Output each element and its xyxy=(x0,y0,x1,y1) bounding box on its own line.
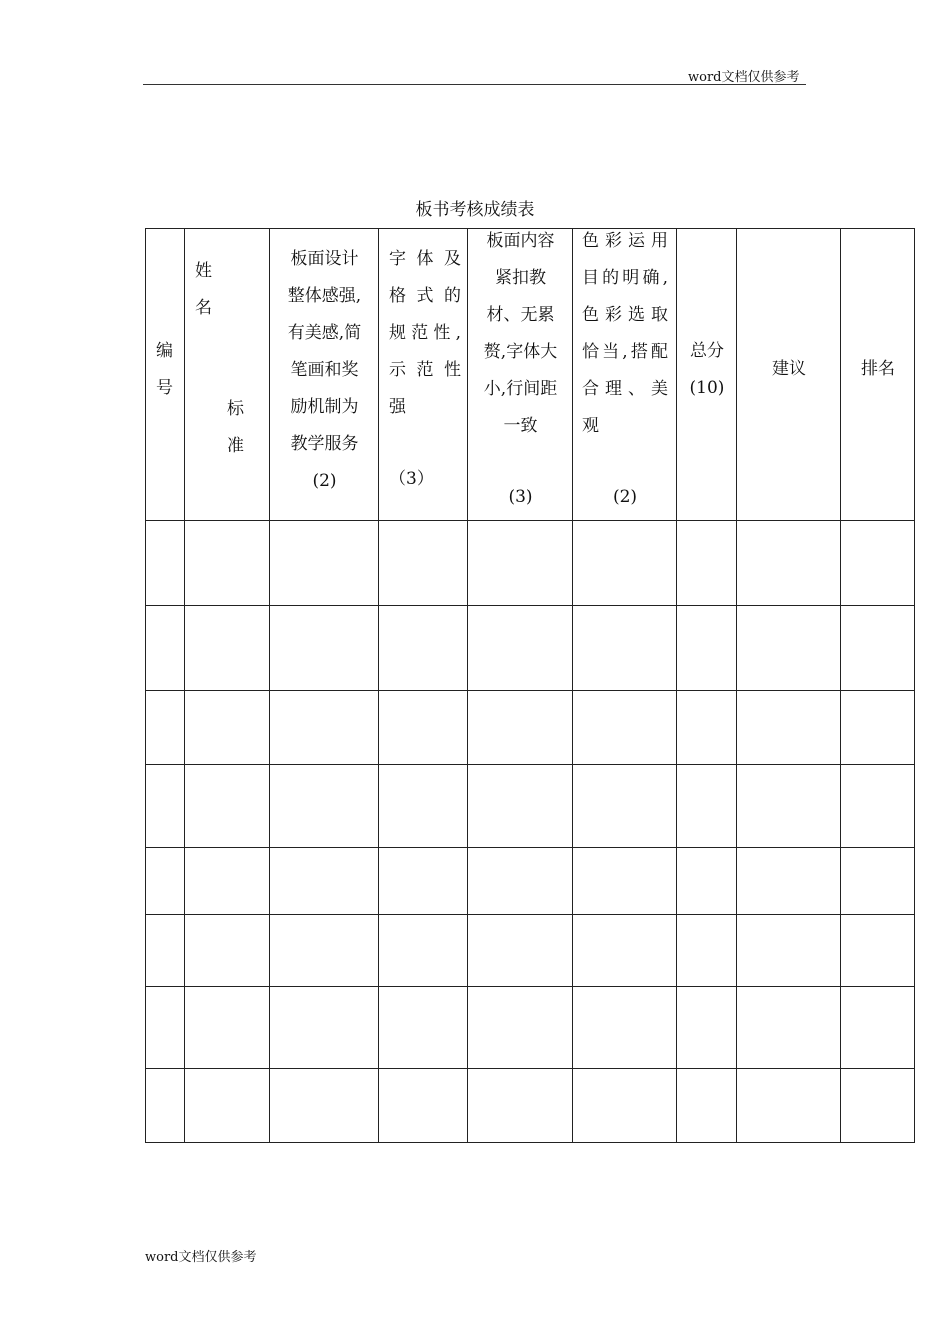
table-cell[interactable] xyxy=(737,915,841,987)
table-cell[interactable] xyxy=(185,521,270,606)
criterion-line: 紧扣教 xyxy=(495,268,546,288)
table-cell[interactable] xyxy=(573,606,677,691)
criterion-line: 板面内容 xyxy=(486,231,555,251)
criterion-line: 一致 xyxy=(503,416,538,436)
table-cell[interactable] xyxy=(468,987,573,1069)
criterion-line: 板面设计 xyxy=(290,249,359,269)
criterion-line: 有美感,简 xyxy=(287,323,362,343)
table-cell[interactable] xyxy=(270,848,379,915)
suggestion-header-label: 建议 xyxy=(772,359,806,379)
table-cell[interactable] xyxy=(185,1069,270,1143)
table-cell[interactable] xyxy=(737,848,841,915)
criterion-line: 格 式 的 xyxy=(389,286,461,306)
criterion-line: 色 彩 选 取 xyxy=(582,305,668,325)
table-row xyxy=(146,765,915,848)
criterion-points: (2) xyxy=(612,487,638,507)
table-cell[interactable] xyxy=(737,606,841,691)
table-cell[interactable] xyxy=(379,765,468,848)
criterion-line: 材、无累 xyxy=(486,305,555,325)
table-cell[interactable] xyxy=(737,691,841,765)
table-cell[interactable] xyxy=(146,987,185,1069)
table-cell[interactable] xyxy=(841,765,915,848)
criterion-line: 整体感强, xyxy=(287,286,362,306)
table-cell[interactable] xyxy=(185,848,270,915)
table-cell[interactable] xyxy=(468,1069,573,1143)
criterion-line: 赘,字体大 xyxy=(483,342,558,362)
table-cell[interactable] xyxy=(468,848,573,915)
criterion-points: (3) xyxy=(508,487,533,507)
criterion-line: 字 体 及 xyxy=(389,249,461,269)
table-cell[interactable] xyxy=(270,987,379,1069)
table-cell[interactable] xyxy=(737,765,841,848)
total-header-points: (10) xyxy=(689,378,725,398)
number-header xyxy=(146,229,185,521)
rank-header xyxy=(841,229,915,521)
table-cell[interactable] xyxy=(270,691,379,765)
table-cell[interactable] xyxy=(270,521,379,606)
table-cell[interactable] xyxy=(185,691,270,765)
criterion-line: 教学服务 xyxy=(290,434,359,454)
table-cell[interactable] xyxy=(737,987,841,1069)
table-cell[interactable] xyxy=(841,691,915,765)
header-rule xyxy=(143,84,806,85)
standard-header-char: 标 xyxy=(227,399,244,419)
table-cell[interactable] xyxy=(841,606,915,691)
table-cell[interactable] xyxy=(677,915,737,987)
table-cell[interactable] xyxy=(737,1069,841,1143)
table-title: 板书考核成绩表 xyxy=(415,200,535,220)
criterion-line: 小,行间距 xyxy=(483,379,558,399)
table-cell[interactable] xyxy=(468,915,573,987)
total-header-label: 总分 xyxy=(690,341,724,361)
table-cell[interactable] xyxy=(146,765,185,848)
criterion-line: 规范性, xyxy=(389,323,461,343)
criterion-line: 恰当,搭配 xyxy=(582,342,668,362)
table-cell[interactable] xyxy=(677,521,737,606)
table-cell[interactable] xyxy=(677,765,737,848)
criterion-points: （3） xyxy=(389,469,434,489)
criterion-line: 示 范 性 xyxy=(389,360,461,380)
table-cell[interactable] xyxy=(841,521,915,606)
table-cell[interactable] xyxy=(185,915,270,987)
table-cell[interactable] xyxy=(677,606,737,691)
total-header xyxy=(677,229,737,521)
table-row xyxy=(146,521,915,606)
criterion-line: 强 xyxy=(389,397,406,417)
criterion-line: 色 彩 运 用 xyxy=(582,231,668,251)
table-cell[interactable] xyxy=(468,521,573,606)
name-header-char: 名 xyxy=(195,298,212,318)
table-header-row xyxy=(146,229,915,521)
table-cell[interactable] xyxy=(146,606,185,691)
table-cell[interactable] xyxy=(468,765,573,848)
table-cell[interactable] xyxy=(379,521,468,606)
table-row xyxy=(146,1069,915,1143)
criterion-line: 观 xyxy=(582,416,599,436)
table-cell[interactable] xyxy=(146,691,185,765)
criterion-header-content xyxy=(468,229,573,521)
table-cell[interactable] xyxy=(185,987,270,1069)
table-cell[interactable] xyxy=(677,691,737,765)
table-cell[interactable] xyxy=(270,1069,379,1143)
criterion-line: 目的明确, xyxy=(582,268,668,288)
table-cell[interactable] xyxy=(677,848,737,915)
footer-note: word文档仅供参考 xyxy=(145,1250,257,1265)
table-cell[interactable] xyxy=(379,987,468,1069)
table-cell[interactable] xyxy=(379,1069,468,1143)
table-cell[interactable] xyxy=(573,1069,677,1143)
table-cell[interactable] xyxy=(270,765,379,848)
table-cell[interactable] xyxy=(841,848,915,915)
criterion-line: 合 理 、 美 xyxy=(582,379,668,399)
table-cell[interactable] xyxy=(270,606,379,691)
table-cell[interactable] xyxy=(573,987,677,1069)
criterion-header-font xyxy=(379,229,468,521)
table-cell[interactable] xyxy=(573,915,677,987)
table-cell[interactable] xyxy=(573,521,677,606)
header-note: word文档仅供参考 xyxy=(688,70,800,85)
criterion-header-color xyxy=(573,229,677,521)
table-row xyxy=(146,987,915,1069)
table-cell[interactable] xyxy=(379,915,468,987)
standard-header-char: 准 xyxy=(227,436,244,456)
table-cell[interactable] xyxy=(270,915,379,987)
rank-header-label: 排名 xyxy=(861,359,895,379)
table-cell[interactable] xyxy=(185,765,270,848)
criterion-points: (2) xyxy=(312,471,337,491)
table-cell[interactable] xyxy=(737,521,841,606)
table-cell[interactable] xyxy=(677,1069,737,1143)
suggestion-header xyxy=(737,229,841,521)
table-row xyxy=(146,848,915,915)
table-cell[interactable] xyxy=(468,691,573,765)
table-cell[interactable] xyxy=(573,848,677,915)
score-table xyxy=(145,228,915,1143)
criterion-line: 励机制为 xyxy=(290,397,359,417)
name-header-char: 姓 xyxy=(195,261,212,281)
table-row xyxy=(146,691,915,765)
table-cell[interactable] xyxy=(379,691,468,765)
number-header-char: 编 xyxy=(156,341,173,361)
table-cell[interactable] xyxy=(146,1069,185,1143)
table-row xyxy=(146,606,915,691)
table-row xyxy=(146,915,915,987)
table-cell[interactable] xyxy=(841,987,915,1069)
table-cell[interactable] xyxy=(573,765,677,848)
number-header-char: 号 xyxy=(156,378,173,398)
table-cell[interactable] xyxy=(379,606,468,691)
table-cell[interactable] xyxy=(468,606,573,691)
table-cell[interactable] xyxy=(185,606,270,691)
table-cell[interactable] xyxy=(573,691,677,765)
table-cell[interactable] xyxy=(841,1069,915,1143)
table-cell[interactable] xyxy=(146,521,185,606)
table-cell[interactable] xyxy=(146,915,185,987)
criterion-header-layout xyxy=(270,229,379,521)
table-cell[interactable] xyxy=(841,915,915,987)
table-cell[interactable] xyxy=(677,987,737,1069)
table-cell[interactable] xyxy=(379,848,468,915)
criterion-line: 笔画和奖 xyxy=(290,360,359,380)
table-cell[interactable] xyxy=(146,848,185,915)
name-standard-header xyxy=(185,229,270,521)
